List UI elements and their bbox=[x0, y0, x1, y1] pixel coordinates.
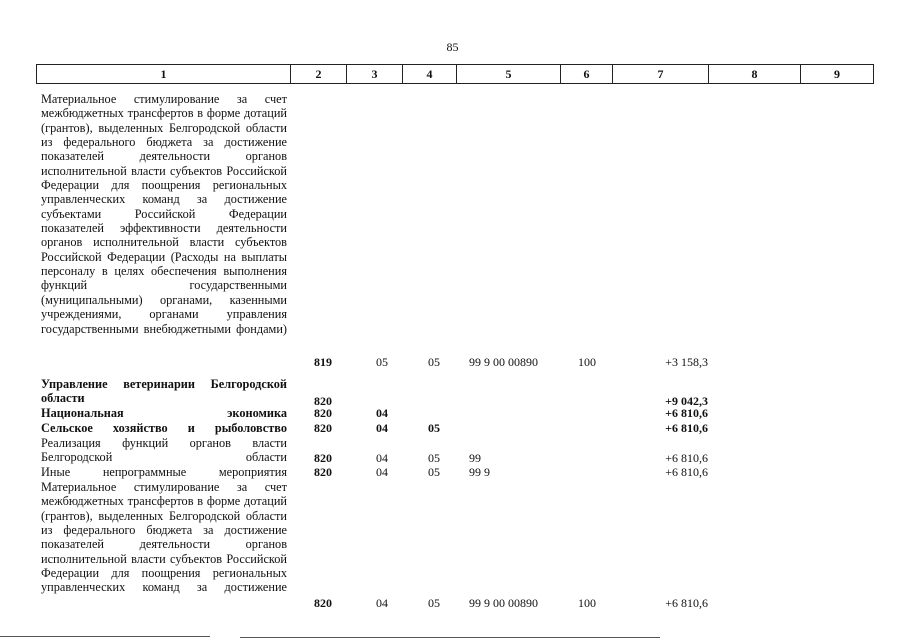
header-col-1: 1 bbox=[36, 65, 290, 83]
row-2-description: Национальная экономика bbox=[41, 406, 287, 420]
row-4-c7: +6 810,6 bbox=[665, 451, 708, 465]
scan-edge-mid bbox=[240, 637, 660, 638]
row-5-c5: 99 9 bbox=[469, 465, 490, 479]
row-1-c2: 820 bbox=[314, 394, 332, 408]
row-3-c7: +6 810,6 bbox=[665, 421, 708, 435]
row-6-description: Материальное стимулирование за счет межбюджетных трансфертов в форме дотаций (грантов), выделенных Белгородской области из федерального бюджета за достижение показателей деятельности органов исполнительной власти субъектов Российской Федерации для поощрения региональных управленческих команд за достижение bbox=[41, 480, 287, 595]
row-5-c3: 04 bbox=[376, 465, 388, 479]
row-5-c7: +6 810,6 bbox=[665, 465, 708, 479]
row-4-c4: 05 bbox=[428, 451, 440, 465]
row-1-c7: +9 042,3 bbox=[665, 394, 708, 408]
row-0-c7: +3 158,3 bbox=[665, 355, 708, 369]
row-4-c5: 99 bbox=[469, 451, 481, 465]
row-0-c2: 819 bbox=[314, 355, 332, 369]
header-col-2: 2 bbox=[290, 65, 346, 83]
row-6-c7: +6 810,6 bbox=[665, 596, 708, 610]
row-2-c7: +6 810,6 bbox=[665, 406, 708, 420]
row-2-c2: 820 bbox=[314, 406, 332, 420]
header-col-3: 3 bbox=[346, 65, 402, 83]
header-col-9: 9 bbox=[800, 65, 874, 83]
row-6-c6: 100 bbox=[578, 596, 596, 610]
row-6-c3: 04 bbox=[376, 596, 388, 610]
row-3-c4: 05 bbox=[428, 421, 440, 435]
row-0-c5: 99 9 00 00890 bbox=[469, 355, 538, 369]
row-0-c4: 05 bbox=[428, 355, 440, 369]
row-6-c4: 05 bbox=[428, 596, 440, 610]
header-col-4: 4 bbox=[402, 65, 456, 83]
header-col-7: 7 bbox=[612, 65, 708, 83]
scan-edge-left bbox=[0, 636, 210, 637]
row-0-c3: 05 bbox=[376, 355, 388, 369]
row-3-description: Сельское хозяйство и рыболовство bbox=[41, 421, 287, 435]
header-col-5: 5 bbox=[456, 65, 560, 83]
header-col-8: 8 bbox=[708, 65, 800, 83]
row-4-description: Реализация функций органов власти Белгородской области bbox=[41, 436, 287, 465]
header-col-6: 6 bbox=[560, 65, 612, 83]
row-4-c2: 820 bbox=[314, 451, 332, 465]
row-6-c2: 820 bbox=[314, 596, 332, 610]
row-0-c6: 100 bbox=[578, 355, 596, 369]
row-3-c2: 820 bbox=[314, 421, 332, 435]
table-header bbox=[36, 64, 874, 84]
row-5-description: Иные непрограммные мероприятия bbox=[41, 465, 287, 479]
page-number: 85 bbox=[446, 40, 459, 54]
row-3-c3: 04 bbox=[376, 421, 388, 435]
row-4-c3: 04 bbox=[376, 451, 388, 465]
row-2-c3: 04 bbox=[376, 406, 388, 420]
row-6-c5: 99 9 00 00890 bbox=[469, 596, 538, 610]
row-5-c4: 05 bbox=[428, 465, 440, 479]
row-1-description: Управление ветеринарии Белгородской области bbox=[41, 377, 287, 406]
row-5-c2: 820 bbox=[314, 465, 332, 479]
row-0-description: Материальное стимулирование за счет межбюджетных трансфертов в форме дотаций (грантов), выделенных Белгородской области из федерального бюджета за достижение показателей деятельности органов исполнительной власти субъектов Российской Федерации для поощрения региональных управленческих команд за достижение субъектами Российской Федерации показателей эффективности деятельности органов исполнительной власти субъектов Российской Федерации (Расходы на выплаты персоналу в целях обеспечения выполнения функций государственными (муниципальными) органами, казенными учреждениями, органами управления государственными внебюджетными фондами) bbox=[41, 92, 287, 336]
